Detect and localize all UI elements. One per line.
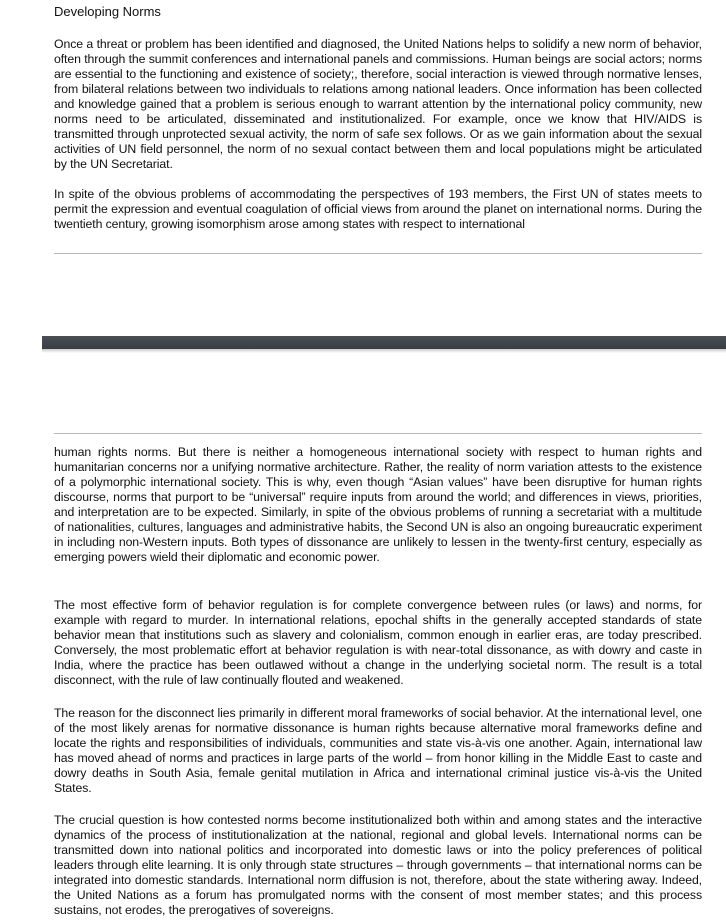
paragraph-moral-frameworks: The reason for the disconnect lies primarily in different moral frameworks of social behavior. At the international level, one of the most likely arenas for normative dissonance is human rights because alternative moral frameworks define and locate the rights and responsibilities of individuals, communities and state vis-à-vis one another. Again, international law has moved ahead of norms and practices in large parts of the world – from honor killing in the Middle East to caste and dowry deaths in South Asia, female genital mutilation in Africa and international criminal justice vis-à-vis the United States. — [54, 706, 702, 795]
page-break-divider — [42, 336, 726, 349]
paragraph-behavior-regulation: The most effective form of behavior regulation is for complete convergence between rules (or laws) and norms, for example with regard to murder. In international relations, epochal shifts in the generally accepted standards of state behavior mean that institutions such as slavery and colonialism, common enough in earlier eras, are today prescribed. Conversely, the most problematic effort at behavior regulation is with near-total dissonance, as with dowry and caste in India, where the practice has been outlawed without a change in the underlying societal norm. The result is a total disconnect, with the rule of law continually flouted and weakened. — [54, 598, 702, 687]
page-break-shadow — [42, 349, 726, 353]
paragraph-identifying-norms: Once a threat or problem has been identified and diagnosed, the United Nations helps to solidify a new norm of behavior, often through the summit conferences and international panels and commissions. Human beings are social actors; norms are essential to the functioning and existence of society;, therefore, social interaction is viewed through normative lenses, from bilateral relations between two individuals to relations among national leaders. Once information has been collected and knowledge gained that a problem is serious enough to warrant attention by the international policy community, new norms need to be articulated, disseminated and institutionalized. For example, once we know that HIV/AIDS is transmitted through unprotected sexual activity, the norm of safe sex follows. Or as we gain information about the sexual activities of UN field personnel, the norm of no sexual contact between them and local populations might be articulated by the UN Secretariat. — [54, 37, 702, 171]
paragraph-first-un-norms: In spite of the obvious problems of accommodating the perspectives of 193 members, the First UN of states meets to permit the expression and eventual coagulation of official views from around the planet on international norms. During the twentieth century, growing isomorphism arose among states with respect to international — [54, 187, 702, 231]
document-page-top — [0, 0, 726, 336]
section-heading: Developing Norms — [54, 4, 161, 19]
page-header-rule — [54, 433, 702, 434]
page-footer-rule — [54, 253, 702, 254]
paragraph-contested-norms: The crucial question is how contested norms become institutionalized both within and among states and the interactive dynamics of the process of institutionalization at the national, regional and global levels. International norms can be transmitted down into national politics and incorporated into domestic laws or into the policy preferences of political leaders through elite learning. It is only through state structures – through governments – that international norms can be integrated into domestic standards. International norm diffusion is not, therefore, about the state withering away. Indeed, the United Nations as a forum has promulgated norms with the consent of most member states; and this process sustains, not erodes, the prerogatives of sovereigns. — [54, 813, 702, 917]
paragraph-human-rights-norms: human rights norms. But there is neither a homogeneous international society with respect to human rights and humanitarian concerns nor a unifying normative architecture. Rather, the reality of norm variation attests to the existence of a polymorphic international society. This is why, even though “Asian values” have been disruptive for human rights discourse, norms that purport to be “universal” require inputs from around the world; and differences in views, priorities, and interpretation are to be expected. Similarly, in spite of the obvious problems of running a secretariat with a multitude of nationalities, cultures, languages and administrative habits, the Second UN is also an ongoing bureaucratic experiment in including non-Western inputs. Both types of dissonance are unlikely to lessen in the twenty-first century, especially as emerging powers wield their diplomatic and economic power. — [54, 445, 702, 564]
